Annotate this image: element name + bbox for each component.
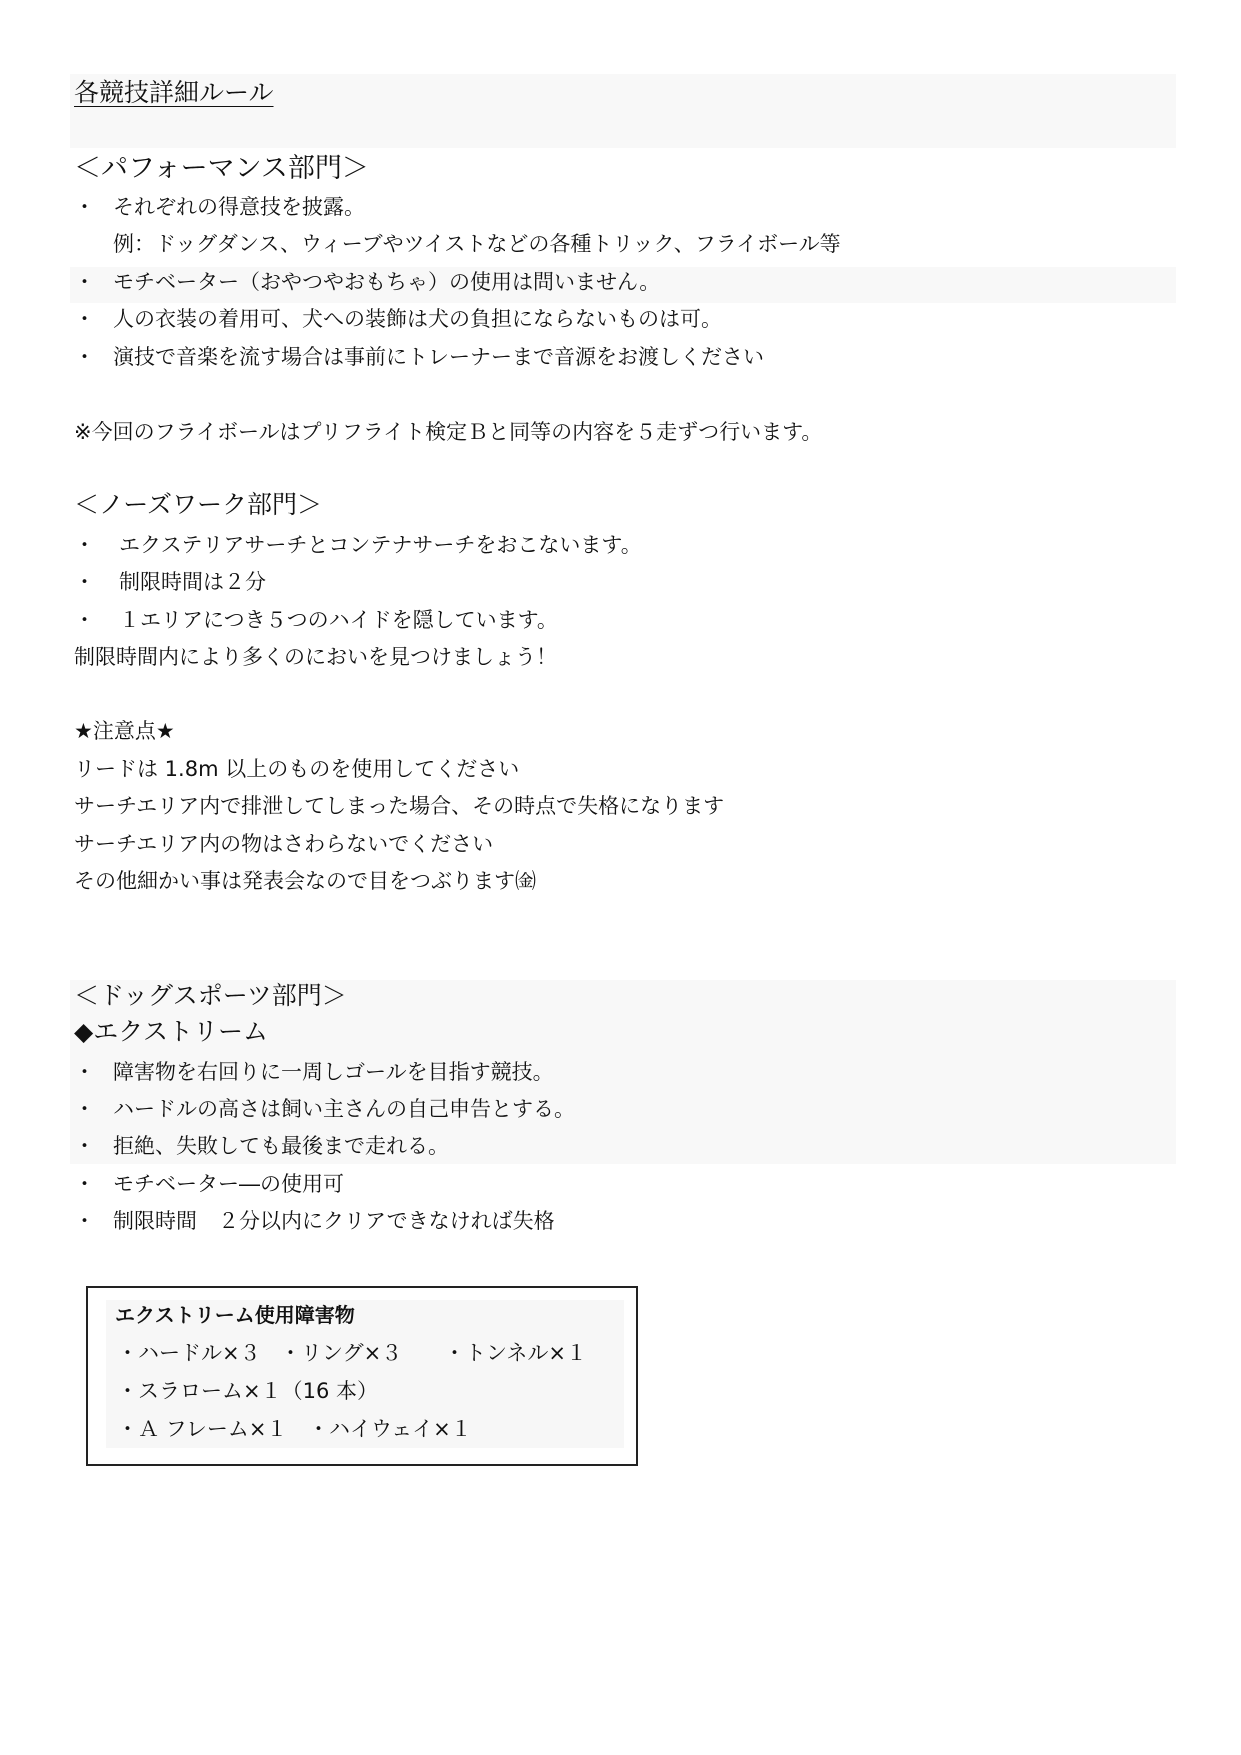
caution-4: その他細かい事は発表会なので目をつぶります㈮ bbox=[74, 869, 536, 893]
flyball-note: ※今回のフライボールはプリフライト検定Ｂと同等の内容を５走ずつ行います。 bbox=[74, 420, 823, 444]
extreme-item-5: 制限時間 ２分以内にクリアできなければ失格 bbox=[113, 1209, 555, 1233]
bullet: ・ bbox=[74, 1172, 95, 1196]
caution-3: サーチエリア内の物はさわらないでください bbox=[74, 832, 494, 856]
bullet: ・ bbox=[74, 1060, 95, 1084]
bullet: ・ bbox=[74, 195, 95, 219]
dogsports-heading: ＜ドッグスポーツ部門＞ bbox=[74, 981, 347, 1010]
performance-item-1: それぞれの得意技を披露。 bbox=[113, 195, 365, 219]
bullet: ・ bbox=[74, 533, 95, 557]
bullet: ・ bbox=[74, 1134, 95, 1158]
extreme-item-1: 障害物を右回りに一周しゴールを目指す競技。 bbox=[113, 1060, 554, 1084]
bullet: ・ bbox=[74, 345, 95, 369]
obstacle-hurdle: ・ハードル×３ bbox=[117, 1341, 261, 1365]
nosework-item-2: 制限時間は２分 bbox=[119, 570, 266, 594]
caution-2: サーチエリア内で排泄してしまった場合、その時点で失格になります bbox=[74, 794, 725, 818]
page-title: 各競技詳細ルール bbox=[74, 78, 274, 107]
nosework-heading: ＜ノーズワーク部門＞ bbox=[74, 490, 323, 519]
caution-title: ★注意点★ bbox=[74, 719, 175, 743]
caution-1: リードは 1.8m 以上のものを使用してください bbox=[74, 757, 520, 781]
obstacle-slalom: ・スラローム×１（16 本） bbox=[117, 1379, 378, 1403]
bullet: ・ bbox=[74, 270, 95, 294]
bullet: ・ bbox=[74, 307, 95, 331]
bullet: ・ bbox=[74, 570, 95, 594]
extreme-item-3: 拒絶、失敗しても最後まで走れる。 bbox=[113, 1134, 449, 1158]
performance-example: 例：ドッグダンス、ウィーブやツイストなどの各種トリック、フライボール等 bbox=[113, 232, 841, 256]
extreme-subheading: ◆エクストリーム bbox=[74, 1017, 268, 1046]
performance-item-4: 演技で音楽を流す場合は事前にトレーナーまで音源をお渡しください bbox=[113, 345, 764, 369]
extreme-item-2: ハードルの高さは飼い主さんの自己申告とする。 bbox=[113, 1097, 575, 1121]
nosework-summary: 制限時間内により多くのにおいを見つけましょう！ bbox=[74, 645, 557, 669]
obstacle-highway: ・ハイウェイ×１ bbox=[308, 1417, 472, 1441]
extreme-item-4: モチベーター―の使用可 bbox=[113, 1172, 344, 1196]
obstacle-ring: ・リング×３ bbox=[280, 1341, 403, 1365]
performance-heading: ＜パフォーマンス部門＞ bbox=[74, 153, 369, 184]
bullet: ・ bbox=[74, 608, 95, 632]
bullet: ・ bbox=[74, 1097, 95, 1121]
obstacles-title: エクストリーム使用障害物 bbox=[115, 1303, 355, 1327]
obstacle-tunnel: ・トンネル×１ bbox=[444, 1341, 587, 1365]
performance-item-3: 人の衣装の着用可、犬への装飾は犬の負担にならないものは可。 bbox=[113, 307, 722, 331]
bullet: ・ bbox=[74, 1209, 95, 1233]
nosework-item-1: エクステリアサーチとコンテナサーチをおこないます。 bbox=[119, 533, 642, 557]
obstacle-aframe: ・Ａ フレーム×１ bbox=[117, 1417, 288, 1441]
performance-item-2: モチベーター（おやつやおもちゃ）の使用は問いません。 bbox=[113, 270, 661, 294]
nosework-item-3: １エリアにつき５つのハイドを隠しています。 bbox=[119, 608, 558, 632]
